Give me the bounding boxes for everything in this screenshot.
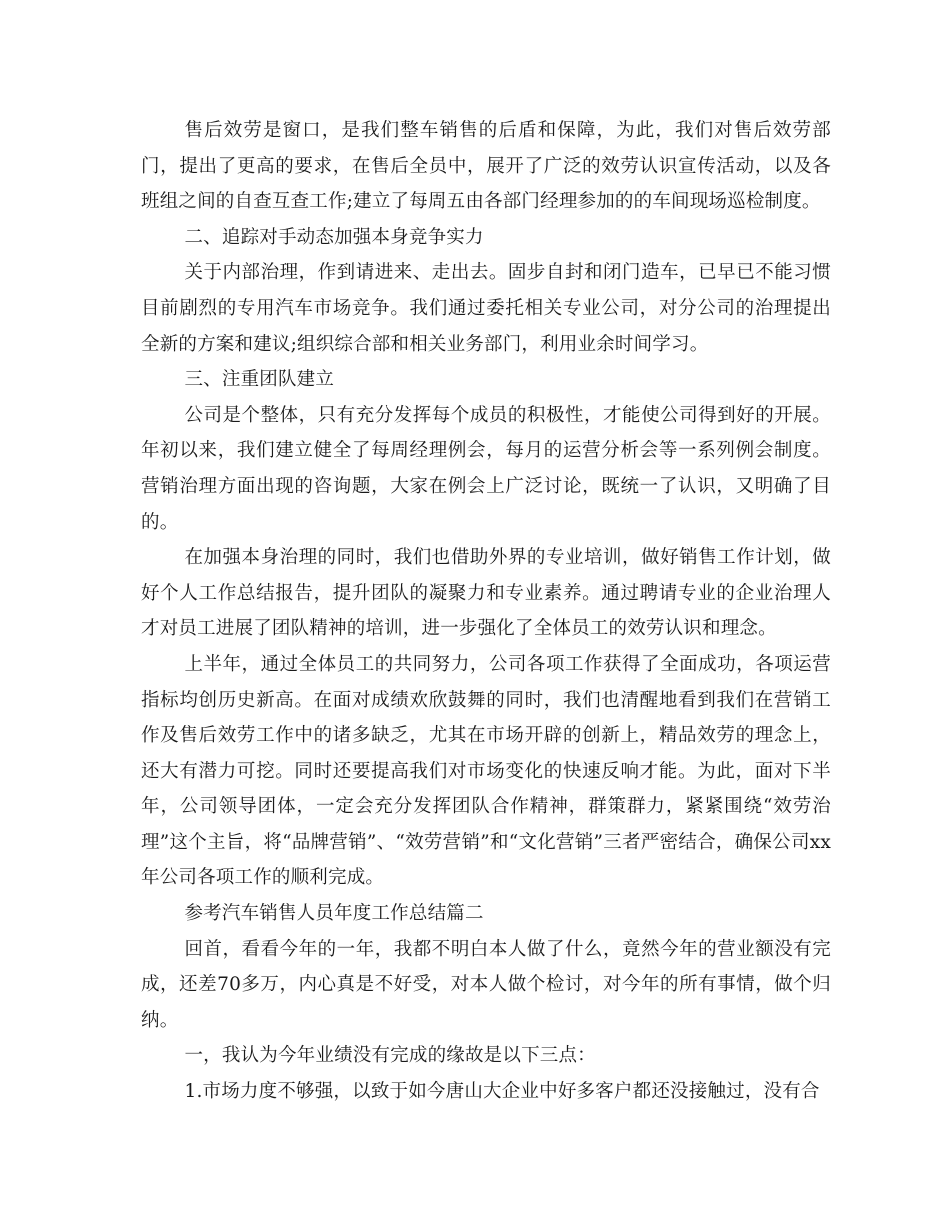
list-heading-reasons: 一，我认为今年业绩没有完成的缘故是以下三点： [184, 1045, 596, 1067]
article-title-part-two: 参考汽车销售人员年度工作总结篇二 [184, 903, 484, 925]
section-heading-team-building: 三、注重团队建立 [184, 369, 335, 391]
paragraph-training: 在加强本身治理的同时，我们也借助外界的专业培训，做好销售工作计划，做好个人工作总结报告，提升团队的凝聚力和专业素养。通过聘请专业的企业治理人才对员工进展了团队精神的培训，进一步强化了全体员工的效劳认识和理念。 [141, 547, 831, 640]
document-body [141, 113, 831, 1110]
section-heading-competitor-tracking: 二、追踪对手动态加强本身竞争实力 [184, 226, 484, 248]
list-item-market-strength: 1.市场力度不够强，以致于如今唐山大企业中好多客户都还没接触过，没有合 [184, 1081, 820, 1103]
paragraph-after-sales-service: 售后效劳是窗口，是我们整车销售的后盾和保障，为此，我们对售后效劳部门，提出了更高的要求，在售后全员中，展开了广泛的效劳认识宣传活动，以及各班组之间的自查互查工作;建立了每周五由各部门经理参加的的车间现场巡检制度。 [141, 120, 831, 213]
paragraph-internal-management: 关于内部治理，作到请进来、走出去。固步自封和闭门造车，已早已不能习惯目前剧烈的专用汽车市场竞争。我们通过委托相关专业公司，对分公司的治理提出全新的方案和建议;组织综合部和相关业务部门，利用业余时间学习。 [141, 262, 831, 355]
paragraph-first-half-year: 上半年，通过全体员工的共同努力，公司各项工作获得了全面成功，各项运营指标均创历史新高。在面对成绩欢欣鼓舞的同时，我们也清醒地看到我们在营销工作及售后效劳工作中的诸多缺乏，尤其在市场开辟的创新上，精品效劳的理念上，还大有潜力可挖。同时还要提高我们对市场变化的快速反响才能。为此，面对下半年，公司领导团体，一定会充分发挥团队合作精神，群策群力，紧紧围绕“效劳治理”这个主旨，将“品牌营销”、“效劳营销”和“文化营销”三者严密结合，确保公司xx年公司各项工作的顺利完成。 [141, 653, 831, 889]
paragraph-looking-back: 回首，看看今年的一年，我都不明白本人做了什么，竟然今年的营业额没有完成，还差70多万，内心真是不好受，对本人做个检讨，对今年的所有事情，做个归纳。 [141, 938, 831, 1031]
paragraph-company-whole: 公司是个整体，只有充分发挥每个成员的积极性，才能使公司得到好的开展。年初以来，我们建立健全了每周经理例会，每月的运营分析会等一系列例会制度。营销治理方面出现的咨询题，大家在例会上广泛讨论，既统一了认识，又明确了目的。 [141, 404, 831, 533]
